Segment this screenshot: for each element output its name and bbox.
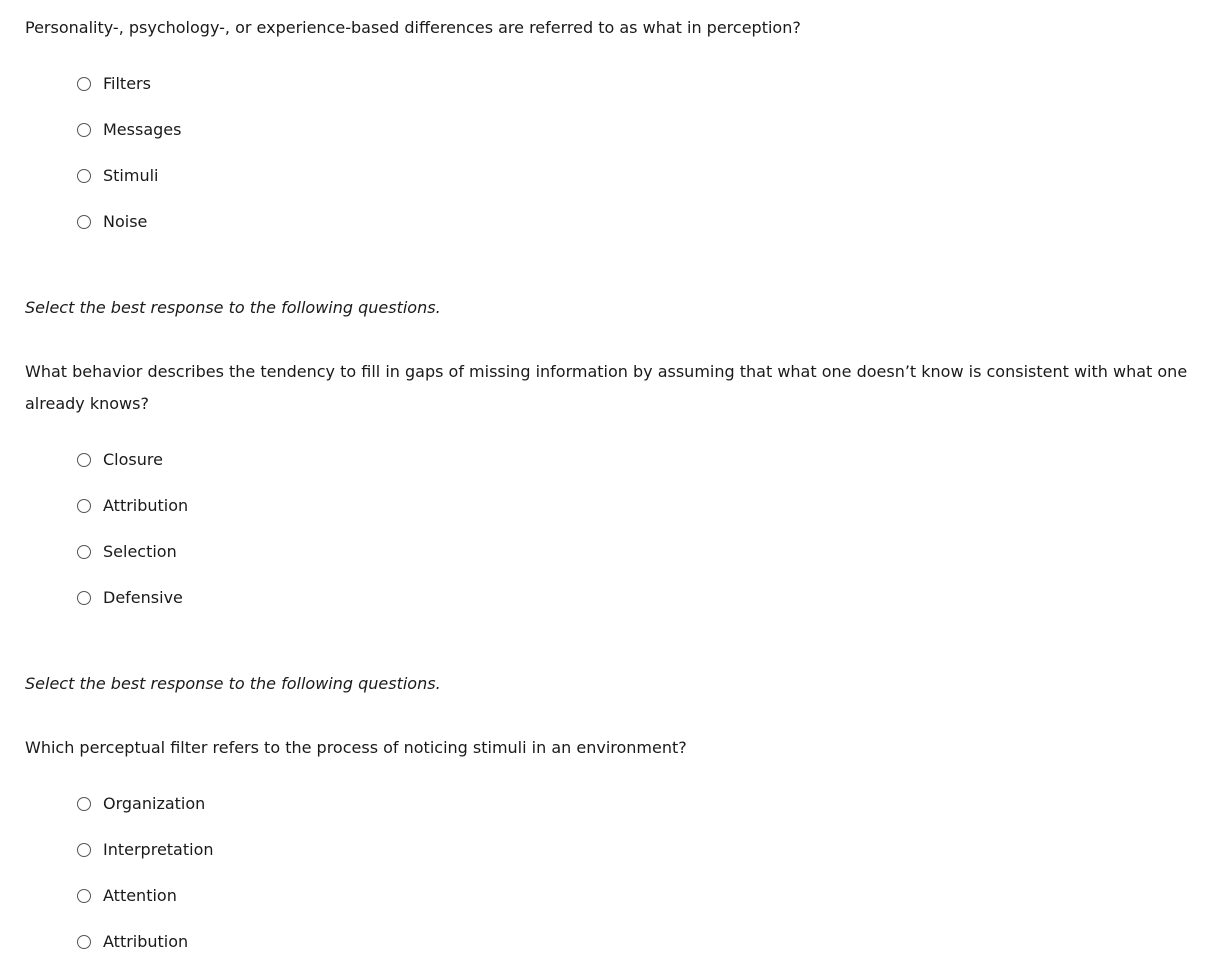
radio-button[interactable] [77,499,91,513]
radio-button[interactable] [77,591,91,605]
radio-button[interactable] [77,215,91,229]
radio-button[interactable] [77,77,91,91]
radio-button[interactable] [77,935,91,949]
radio-button[interactable] [77,545,91,559]
q2-option-defensive[interactable] [77,586,183,610]
q3-option-interpretation[interactable] [77,838,214,862]
option-label: Interpretation [103,840,214,859]
option-label: Organization [103,794,206,813]
q1-option-messages[interactable] [77,118,181,142]
radio-button[interactable] [77,123,91,137]
option-label: Attribution [103,932,189,951]
option-label: Messages [103,120,182,139]
q3-option-attention[interactable] [77,884,177,908]
question-1-text: Personality-, psychology-, or experience-based differences are referred to as what in perception? [25,18,801,37]
q2-option-attribution[interactable] [77,494,188,518]
option-label: Noise [103,212,148,231]
option-label: Closure [103,450,163,469]
q1-option-noise[interactable] [77,210,147,234]
question-3-text: Which perceptual filter refers to the process of noticing stimuli in an environment? [25,738,687,757]
radio-button[interactable] [77,453,91,467]
radio-button[interactable] [77,843,91,857]
instruction-text: Select the best response to the following questions. [25,298,441,317]
q3-option-attribution[interactable] [77,930,188,954]
option-label: Stimuli [103,166,159,185]
radio-button[interactable] [77,797,91,811]
q2-option-selection[interactable] [77,540,177,564]
option-label: Filters [103,74,151,93]
q1-option-filters[interactable] [77,72,151,96]
option-label: Attention [103,886,177,905]
q3-option-organization[interactable] [77,792,205,816]
q1-option-stimuli[interactable] [77,164,159,188]
radio-button[interactable] [77,169,91,183]
option-label: Attribution [103,496,189,515]
instruction-text: Select the best response to the following questions. [25,674,441,693]
radio-button[interactable] [77,889,91,903]
question-2-text: What behavior describes the tendency to fill in gaps of missing information by assuming that what one doesn’t know is consistent with what one already knows? [25,362,1188,413]
option-label: Selection [103,542,177,561]
option-label: Defensive [103,588,183,607]
q2-option-closure[interactable] [77,448,163,472]
